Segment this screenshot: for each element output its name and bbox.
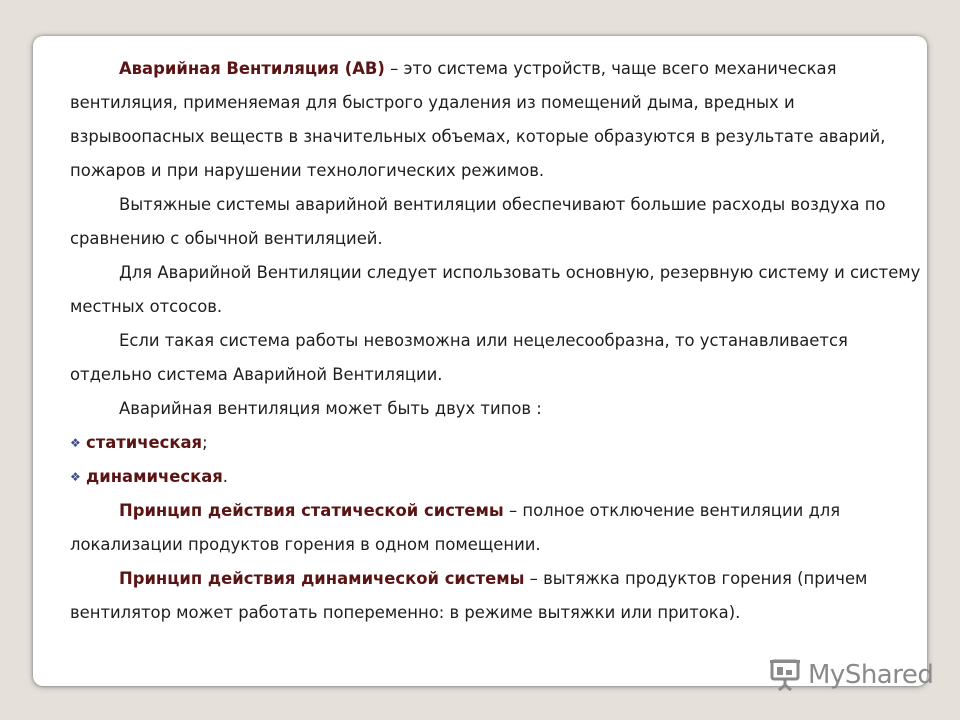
paragraph-exhaust: Вытяжные системы аварийной вентиляции обеспечивают большие расходы воздуха по сравнению с обычной вентиляцией. [70,195,886,248]
diamond-bullet-icon: ❖ [70,470,81,484]
myshared-logo [768,655,933,695]
diamond-bullet-icon: ❖ [70,436,81,450]
paragraph-static-principle [70,494,926,562]
term-dynamic-principle: Принцип действия динамической системы [119,569,525,588]
bullet-dynamic [70,460,926,494]
term-static-principle: Принцип действия статической системы [119,501,504,520]
bullet-label: статическая [86,433,203,452]
paragraph-systems: Для Аварийной Вентиляции следует использовать основную, резервную систему и систему местных отсосов. [70,263,921,316]
static-principle-text: – полное отключение вентиляции для локализации продуктов горения в одном помещении. [70,501,841,554]
bullet-suffix: . [222,467,229,486]
bullet-suffix: ; [202,433,208,452]
paragraph-dynamic-principle [70,562,926,630]
slide-text [70,52,926,630]
logo-text: MyShared [808,660,934,690]
definition-text: – это система устройств, чаще всего механическая вентиляция, применяемая для быстрого удаления из помещений дыма, вредных и взрывоопасных веществ в значительных объемах, которые образуются в результате аварий, пожаров и при нарушении технологических режимов. [70,59,886,180]
paragraph-separate-system: Если такая система работы невозможна или нецелесообразна, то устанавливается отдельно система Аварийной Вентиляции. [70,331,848,384]
presentation-board-icon [768,658,802,692]
paragraph-definition [70,52,926,188]
bullet-label: динамическая [86,467,223,486]
paragraph-types-intro: Аварийная вентиляция может быть двух типов : [119,399,542,418]
dynamic-principle-text: – вытяжка продуктов горения (причем вентилятор может работать попеременно: в режиме вытяжки или притока). [70,569,868,622]
term-emergency-ventilation: Аварийная Вентиляция (АВ) [119,59,385,78]
bullet-static [70,426,926,460]
